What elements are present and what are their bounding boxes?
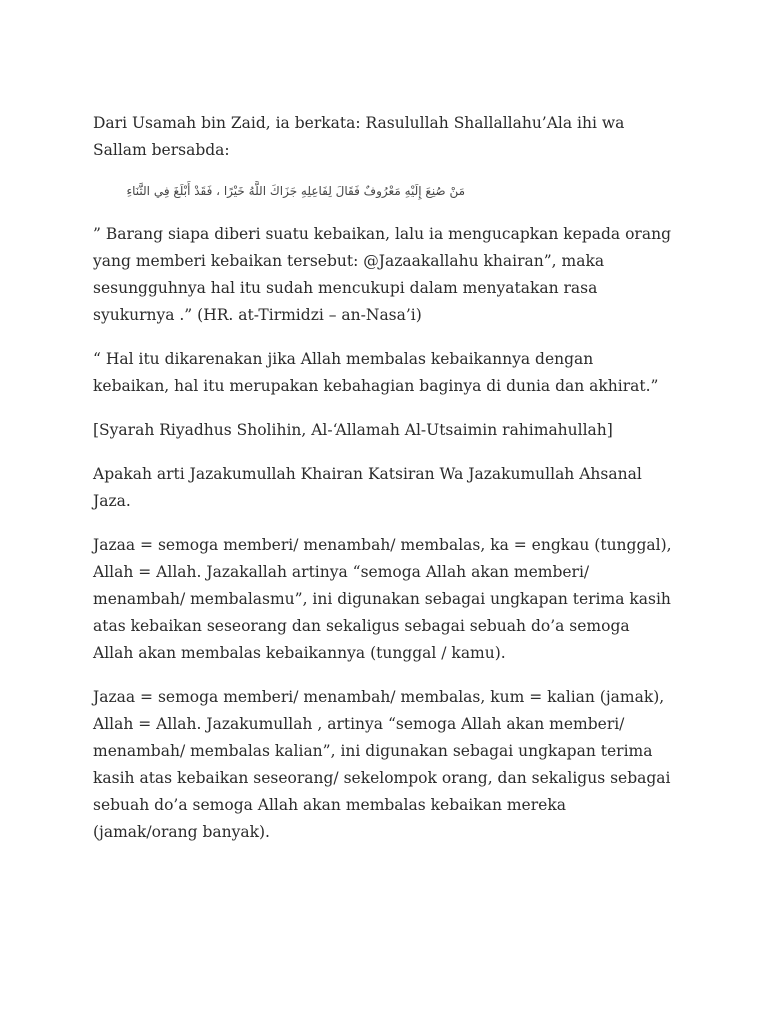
jazakumullah-definition-paragraph: Jazaa = semoga memberi/ menambah/ membalas, kum = kalian (jamak), Allah = Allah. Jazakumullah , artinya “semoga Allah akan memberi/ menambah/ membalas kalian”, ini digunakan sebagai ungkapan terima kasih atas kebaikan seseorang/ sekelompok orang, dan sekaligus sebagai sebuah do’a semoga Allah akan membalas kebaikan mereka (jamak/orang banyak). xyxy=(93,688,671,841)
explanation-paragraph: “ Hal itu dikarenakan jika Allah membalas kebaikannya dengan kebaikan, hal itu merupakan kebahagian baginya di dunia dan akhirat.” xyxy=(93,350,659,395)
intro-paragraph: Dari Usamah bin Zaid, ia berkata: Rasulullah Shallallahu’Ala ihi wa Sallam bersabda: xyxy=(93,114,625,159)
arabic-hadith-text: مَنْ صُنِعَ إِلَيْهِ مَعْرُوفٌ فَقَالَ لِفَاعِلِهِ جَزَاكَ اللَّهُ خَيْرًا ، فَقَدْ أَبْلَغَ فِي الثَّنَاءِ xyxy=(126,184,465,198)
jazakallah-definition-paragraph: Jazaa = semoga memberi/ menambah/ membalas, ka = engkau (tunggal), Allah = Allah. Jazakallah artinya “semoga Allah akan memberi/ menambah/ membalasmu”, ini digunakan sebagai ungkapan terima kasih atas kebaikan seseorang dan sekaligus sebagai sebuah do’a semoga Allah akan membalas kebaikannya (tunggal / kamu). xyxy=(93,536,672,662)
hadith-translation-paragraph: ” Barang siapa diberi suatu kebaikan, lalu ia mengucapkan kepada orang yang memberi kebaikan tersebut: @Jazaakallahu khairan”, maka sesungguhnya hal itu sudah mencukupi dalam menyatakan rasa syukurnya .” (HR. at-Tirmidzi – an-Nasa’i) xyxy=(93,225,671,324)
question-paragraph: Apakah arti Jazakumullah Khairan Katsiran Wa Jazakumullah Ahsanal Jaza. xyxy=(93,465,642,510)
source-citation: [Syarah Riyadhus Sholihin, Al-‘Allamah Al-Utsaimin rahimahullah] xyxy=(93,421,613,439)
document-body xyxy=(93,110,673,863)
